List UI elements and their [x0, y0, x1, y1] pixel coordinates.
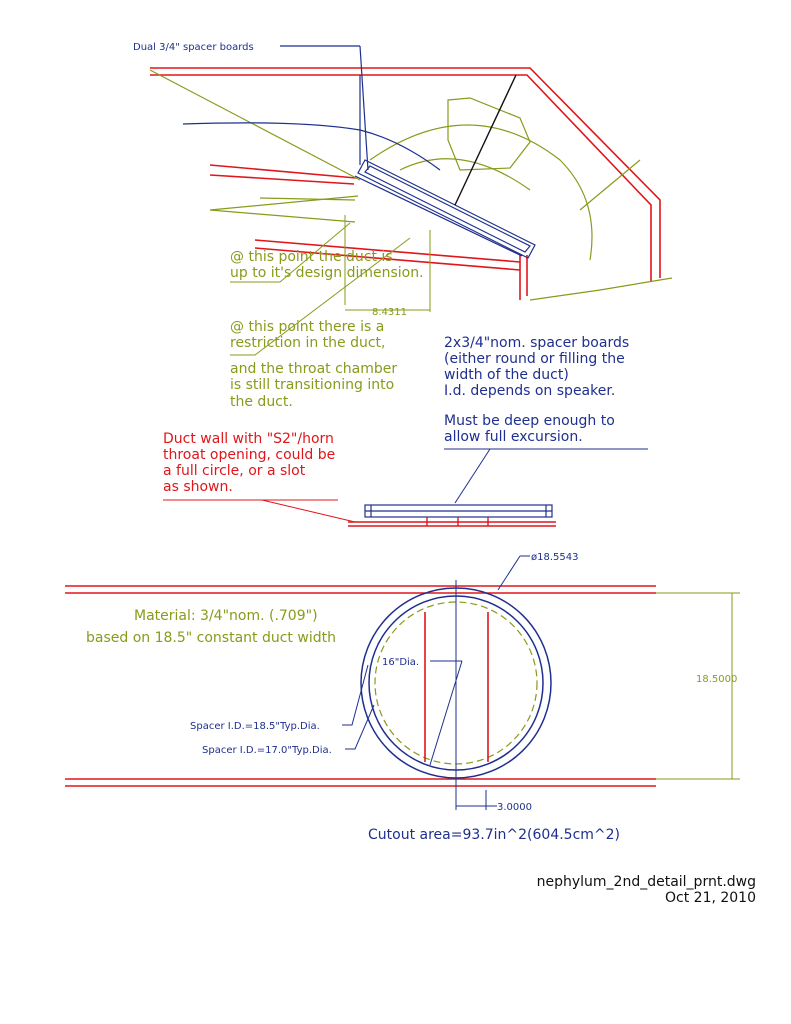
design-dimension-note-line-1: @ this point the duct is [230, 249, 393, 265]
duct-wall-note-line-1: Duct wall with "S2"/horn [163, 431, 334, 447]
spacer-note-line-3: width of the duct) [444, 367, 569, 383]
section-duct-wall [348, 517, 556, 526]
slot-width-dimension-label: 3.0000 [497, 802, 532, 813]
drawing-date: Oct 21, 2010 [665, 890, 756, 906]
inner-diameter-label: 16"Dia. [382, 657, 420, 668]
drawing-filename: nephylum_2nd_detail_prnt.dwg [536, 874, 756, 890]
throat-note-line-1: and the throat chamber [230, 361, 398, 377]
spacer-id-label-1: Spacer I.D.=18.5"Typ.Dia. [190, 721, 320, 732]
section-spacer-boards [365, 505, 552, 517]
throat-note-line-3: the duct. [230, 394, 293, 410]
spacer-note-line-4: I.d. depends on speaker. [444, 383, 616, 399]
dimension-label: 8.4311 [372, 307, 407, 318]
diameter-label: ø18.5543 [531, 552, 579, 563]
spacer-boards-callout: Dual 3/4" spacer boards [133, 42, 254, 53]
design-dimension-note-line-2: up to it's design dimension. [230, 265, 424, 281]
duct-wall-note-line-3: a full circle, or a slot [163, 463, 306, 479]
spacer-boards [355, 160, 535, 258]
driver-axis-line [455, 75, 516, 205]
throat-note-line-2: is still transitioning into [230, 377, 395, 393]
restriction-note-line-1: @ this point there is a [230, 319, 385, 335]
duct-wall-leader [262, 500, 355, 522]
spacer-note-line-1: 2x3/4"nom. spacer boards [444, 335, 630, 351]
duct-wall-note-line-2: throat opening, could be [163, 447, 336, 463]
material-note: Material: 3/4"nom. (.709") [134, 608, 318, 624]
excursion-note-line-2: allow full excursion. [444, 429, 583, 445]
duct-width-dimension-label: 18.5000 [696, 674, 738, 685]
plan-view [65, 552, 740, 843]
duct-width-note: based on 18.5" constant duct width [86, 630, 336, 646]
plan-centerlines [430, 556, 530, 810]
excursion-note-line-1: Must be deep enough to [444, 413, 615, 429]
spacer-id-label-2: Spacer I.D.=17.0"Typ.Dia. [202, 745, 332, 756]
duct-width-dimension [656, 593, 740, 779]
duct-wall-note-line-4: as shown. [163, 479, 233, 495]
excursion-leader [455, 449, 490, 503]
restriction-note-line-2: restriction in the duct, [230, 335, 386, 351]
title-block [537, 874, 756, 906]
cutout-area-label: Cutout area=93.7in^2(604.5cm^2) [368, 827, 621, 843]
spacer-note-line-2: (either round or filling the [444, 351, 625, 367]
